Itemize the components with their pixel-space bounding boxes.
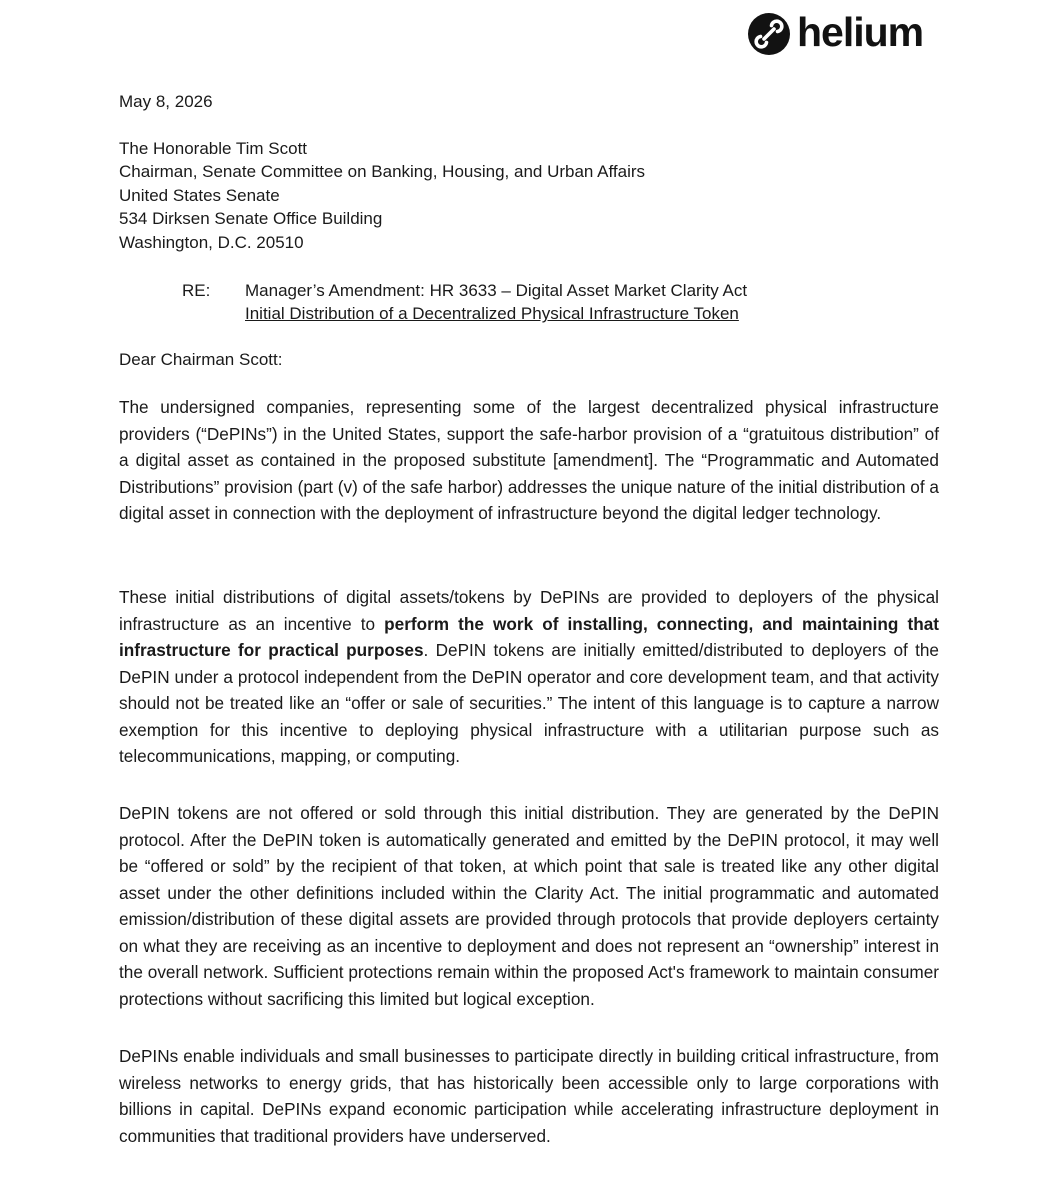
recipient-address xyxy=(119,137,939,254)
brand-logo xyxy=(748,8,924,55)
recipient-title: Chairman, Senate Committee on Banking, Housing, and Urban Affairs xyxy=(119,162,646,182)
paragraph-2-emphasis: perform the work of installing, connecting, and maintaining that infrastructure for practical purposes xyxy=(119,613,939,660)
letter-date: May 8, 2026 xyxy=(119,92,213,111)
paragraph-3: DePIN tokens are not offered or sold through this initial distribution. They are generated by the DePIN protocol. After the DePIN token is automatically generated and emitted by the DePIN protocol, it may well be “offered or sold” by the recipient of that token, at which point that sale is treated like any other digital asset under the other definitions included within the Clarity Act. The initial programmatic and automated emission/distribution of these digital assets are provided through protocols that provide deployers certainty on what they are receiving as an incentive to deployment and does not represent an “ownership” interest in the overall network. Sufficient protections remain within the proposed Act's framework to maintain consumer protections without sacrificing this limited but logical exception. xyxy=(119,803,939,1009)
helium-logo-icon xyxy=(748,13,790,55)
paragraph-2 xyxy=(119,584,939,770)
subject-label: RE: xyxy=(182,281,211,300)
recipient-name: The Honorable Tim Scott xyxy=(119,139,308,158)
brand-name: helium xyxy=(797,8,924,55)
recipient-city: Washington, D.C. 20510 xyxy=(119,232,304,252)
subject-block xyxy=(182,279,747,326)
paragraph-2-text-b: . DePIN tokens are initially emitted/distributed to deployers of the DePIN under a protocol independent from the DePIN operator and core development team, and that activity should not be treated like an “offer or sale of securities.” The intent of this language is to capture a narrow exemption for this incentive to deploying physical infrastructure with a utilitarian purpose such as telecommunications, mapping, or computing. xyxy=(119,640,939,766)
paragraph-2-text-a: These initial distributions of digital assets/tokens by DePINs are provided to deployers of the physical infrastructure as an incentive to xyxy=(119,587,939,634)
salutation: Dear Chairman Scott: xyxy=(119,350,283,369)
paragraph-1: The undersigned companies, representing some of the largest decentralized physical infrastructure providers (“DePINs”) in the United States, support the safe-harbor provision of a “gratuitous distribution” of a digital asset as contained in the proposed substitute [amendment]. The “Programmatic and Automated Distributions” provision (part (v) of the safe harbor) addresses the unique nature of the initial distribution of a digital asset in connection with the deployment of infrastructure beyond the digital ledger technology. xyxy=(119,397,939,523)
recipient-street: 534 Dirksen Senate Office Building xyxy=(119,209,383,229)
paragraph-4: DePINs enable individuals and small businesses to participate directly in building critical infrastructure, from wireless networks to energy grids, that has historically been accessible only to large corporations with billions in capital. DePINs expand economic participation while accelerating infrastructure deployment in communities that traditional providers have underserved. xyxy=(119,1046,939,1146)
subject-line: Manager’s Amendment: HR 3633 – Digital Asset Market Clarity Act xyxy=(245,281,748,300)
subject-subline: Initial Distribution of a Decentralized Physical Infrastructure Token xyxy=(245,304,739,324)
recipient-organization: United States Senate xyxy=(119,185,280,205)
